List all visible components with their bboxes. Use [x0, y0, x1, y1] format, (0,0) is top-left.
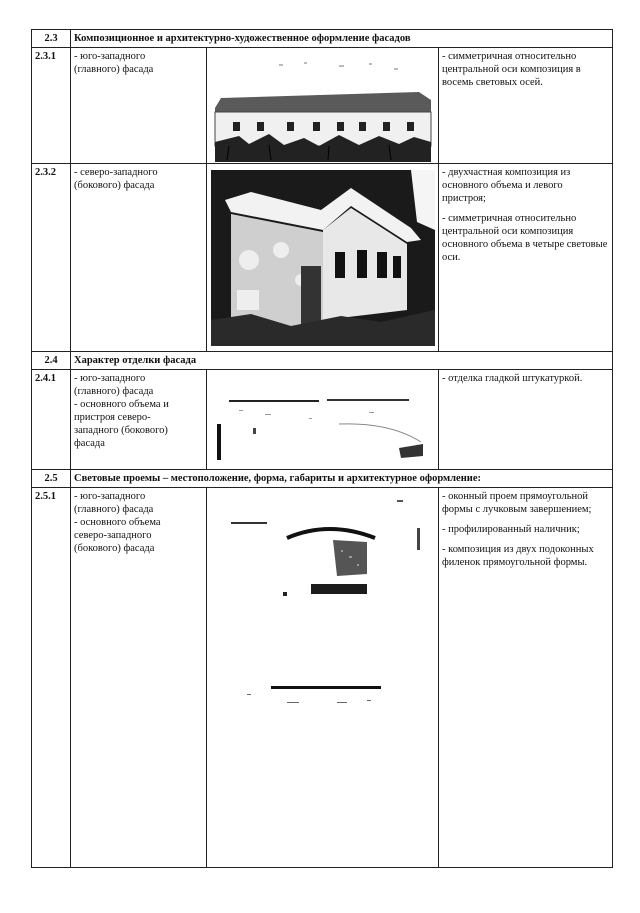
object-line: (главного) фасада	[74, 386, 154, 397]
object-line: (главного) фасада	[74, 504, 154, 515]
note-text: - симметричная относительно центральной оси композиция в восемь световых осей.	[442, 51, 581, 88]
northwest-facade-photo	[211, 170, 435, 346]
section-header-2-3	[32, 30, 613, 48]
facade-photo-cell	[207, 370, 439, 470]
window-opening-photo	[217, 494, 429, 706]
table-row	[32, 370, 613, 470]
note-text: - двухчастная композиция из основного объема и левого пристроя;	[442, 167, 571, 204]
object-line: - юго-западного	[74, 373, 146, 384]
section-header-2-5	[32, 470, 613, 488]
row-notes	[439, 370, 613, 470]
row-object	[71, 164, 207, 352]
table-row	[32, 164, 613, 352]
section-number: 2.4	[32, 352, 71, 370]
table-row	[32, 48, 613, 164]
object-line: (бокового) фасада	[74, 543, 155, 554]
note-text: - профилированный наличник;	[442, 524, 580, 535]
object-line: западного (бокового)	[74, 425, 168, 436]
section-number: 2.5	[32, 470, 71, 488]
object-line: - юго-западного	[74, 51, 146, 62]
note-text: - композиция из двух подоконных филенок прямоугольной формы.	[442, 544, 594, 568]
facade-photo-cell	[207, 48, 439, 164]
object-line: (главного) фасада	[74, 64, 154, 75]
row-notes	[439, 488, 613, 868]
section-number: 2.3	[32, 30, 71, 48]
plaster-finish-photo	[209, 374, 437, 466]
object-line: северо-западного	[74, 530, 152, 541]
row-notes	[439, 48, 613, 164]
facade-table	[31, 29, 613, 868]
section-title: Композиционное и архитектурно-художественное оформление фасадов	[71, 30, 613, 48]
section-header-2-4	[32, 352, 613, 370]
row-number: 2.5.1	[32, 488, 71, 868]
row-number: 2.3.2	[32, 164, 71, 352]
object-line: фасада	[74, 438, 105, 449]
object-line: (бокового) фасада	[74, 180, 155, 191]
object-line: - основного объема	[74, 517, 161, 528]
table-row	[32, 488, 613, 868]
document-table	[31, 29, 612, 858]
southwest-facade-photo	[209, 50, 437, 162]
object-line: - северо-западного	[74, 167, 158, 178]
section-title: Характер отделки фасада	[71, 352, 613, 370]
row-object	[71, 370, 207, 470]
row-object	[71, 48, 207, 164]
row-notes	[439, 164, 613, 352]
row-number: 2.4.1	[32, 370, 71, 470]
note-text: - симметричная относительно центральной оси композиция основного объема в четыре световые оси.	[442, 213, 608, 263]
facade-photo-cell	[207, 488, 439, 868]
row-number: 2.3.1	[32, 48, 71, 164]
section-title: Световые проемы – местоположение, форма, габариты и архитектурное оформление:	[71, 470, 613, 488]
object-line: - основного объема и	[74, 399, 169, 410]
object-line: - юго-западного	[74, 491, 146, 502]
row-object	[71, 488, 207, 868]
note-text: - оконный проем прямоугольной формы с лучковым завершением;	[442, 491, 592, 515]
facade-photo-cell	[207, 164, 439, 352]
object-line: пристроя северо-	[74, 412, 151, 423]
note-text: - отделка гладкой штукатуркой.	[442, 373, 583, 384]
